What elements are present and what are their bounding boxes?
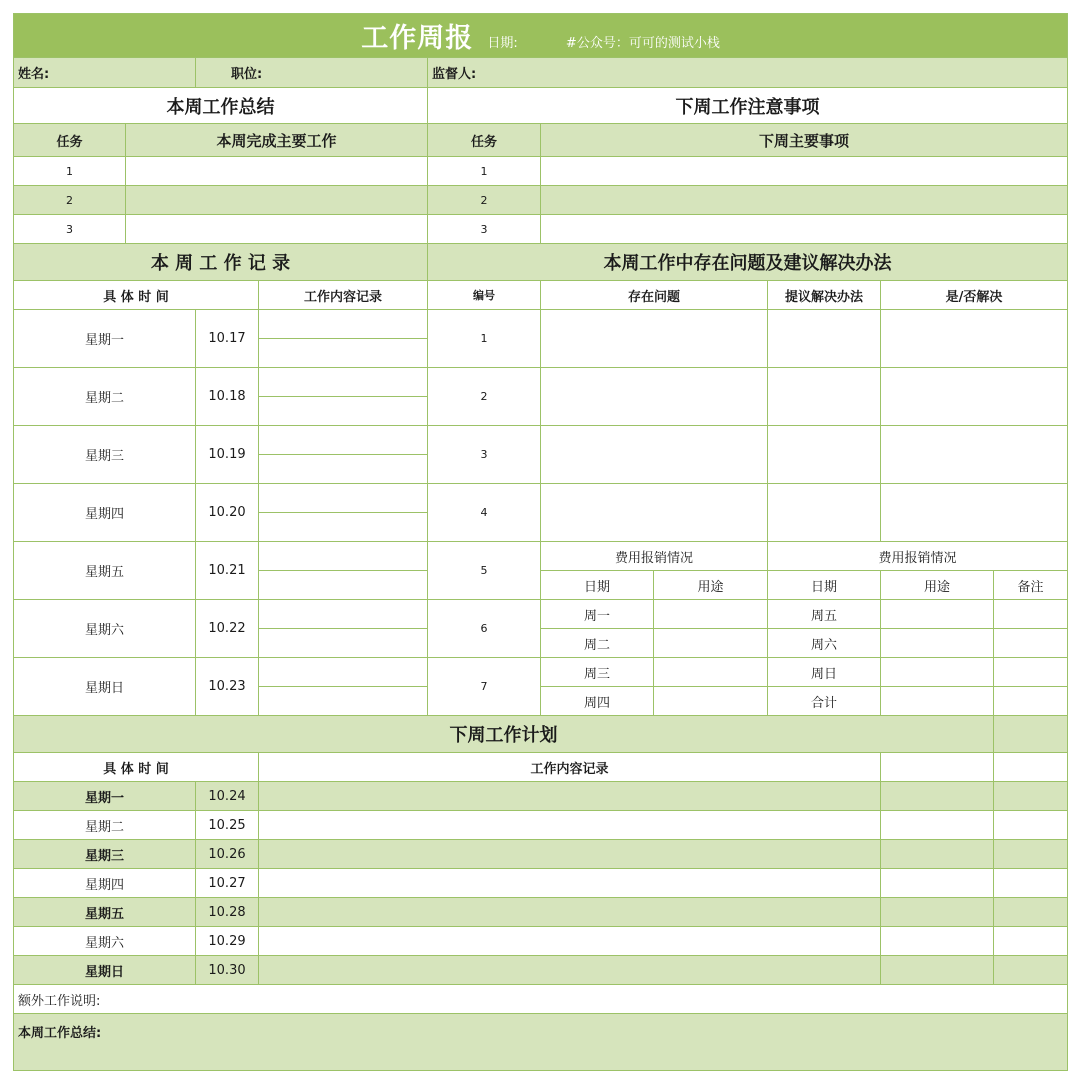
next-task-no: 3 (428, 215, 541, 244)
record-content-cell[interactable] (259, 542, 428, 571)
public-account-text: #公众号：可可的测试小栈 (565, 36, 720, 51)
issue-resolved-cell[interactable] (881, 484, 1068, 542)
plan-date: 10.29 (196, 927, 259, 956)
plan-day: 星期一 (14, 782, 196, 811)
plan-day: 星期六 (14, 927, 196, 956)
issue-problem-header: 存在问题 (541, 281, 768, 310)
summary-work-cell[interactable] (126, 215, 428, 244)
summary-heading: 本周工作总结 (14, 88, 428, 124)
record-date: 10.19 (196, 426, 259, 484)
plan-date: 10.30 (196, 956, 259, 985)
expense-purpose-cell[interactable] (654, 658, 768, 687)
plan-time-header: 具 体 时 间 (14, 753, 259, 782)
plan-extra-cell[interactable] (881, 840, 994, 869)
plan-content-cell[interactable] (259, 869, 881, 898)
record-content-cell[interactable] (259, 571, 428, 600)
expense-heading-left: 费用报销情况 (541, 542, 768, 571)
plan-day: 星期五 (14, 898, 196, 927)
summary-work-cell[interactable] (126, 157, 428, 186)
issue-problem-cell[interactable] (541, 484, 768, 542)
summary-task-no: 1 (14, 157, 126, 186)
plan-content-cell[interactable] (259, 840, 881, 869)
plan-day: 星期三 (14, 840, 196, 869)
record-day: 星期三 (14, 426, 196, 484)
plan-extra-cell[interactable] (994, 869, 1068, 898)
issue-solution-cell[interactable] (768, 484, 881, 542)
issue-no: 6 (428, 600, 541, 658)
expense-purpose-cell[interactable] (654, 600, 768, 629)
extra-work-label: 额外工作说明: (14, 985, 1068, 1014)
issue-resolved-header: 是/否解决 (881, 281, 1068, 310)
plan-day: 星期四 (14, 869, 196, 898)
record-content-cell[interactable] (259, 426, 428, 455)
position-label: 职位: (196, 58, 428, 88)
expense-date-header: 日期 (541, 571, 654, 600)
next-task-no: 2 (428, 186, 541, 215)
expense-purpose-cell[interactable] (881, 600, 994, 629)
plan-extra-cell[interactable] (881, 811, 994, 840)
issue-no: 7 (428, 658, 541, 716)
expense-purpose-header: 用途 (881, 571, 994, 600)
week-summary-label: 本周工作总结: (14, 1014, 1068, 1071)
next-main-items-header: 下周主要事项 (541, 124, 1068, 157)
expense-day: 周一 (541, 600, 654, 629)
plan-extra-cell[interactable] (881, 927, 994, 956)
issue-solution-header: 提议解决办法 (768, 281, 881, 310)
record-content-cell[interactable] (259, 484, 428, 513)
expense-day: 周六 (768, 629, 881, 658)
plan-extra-cell[interactable] (994, 898, 1068, 927)
plan-day: 星期二 (14, 811, 196, 840)
issues-heading: 本周工作中存在问题及建议解决办法 (428, 244, 1068, 281)
record-content-header: 工作内容记录 (259, 281, 428, 310)
record-day: 星期五 (14, 542, 196, 600)
plan-extra-cell[interactable] (994, 811, 1068, 840)
report-table (13, 13, 1068, 1071)
plan-heading: 下周工作计划 (14, 716, 994, 753)
record-content-cell[interactable] (259, 368, 428, 397)
next-notes-heading: 下周工作注意事项 (428, 88, 1068, 124)
summary-task-no: 2 (14, 186, 126, 215)
expense-note-cell[interactable] (994, 600, 1068, 629)
issue-no: 5 (428, 542, 541, 600)
issue-no: 4 (428, 484, 541, 542)
expense-purpose-cell[interactable] (881, 687, 994, 716)
record-date: 10.22 (196, 600, 259, 658)
record-day: 星期六 (14, 600, 196, 658)
name-label: 姓名: (14, 58, 196, 88)
summary-work-cell[interactable] (126, 186, 428, 215)
weekly-report-sheet (13, 13, 1068, 1071)
record-content-cell[interactable] (259, 658, 428, 687)
expense-purpose-cell[interactable] (654, 687, 768, 716)
record-heading: 本 周 工 作 记 录 (14, 244, 428, 281)
record-date: 10.23 (196, 658, 259, 716)
plan-content-cell[interactable] (259, 782, 881, 811)
summary-task-no: 3 (14, 215, 126, 244)
plan-extra-cell[interactable] (994, 927, 1068, 956)
plan-extra-cell[interactable] (994, 840, 1068, 869)
record-content-cell[interactable] (259, 455, 428, 484)
issue-problem-cell[interactable] (541, 368, 768, 426)
expense-note-cell[interactable] (994, 687, 1068, 716)
expense-purpose-header: 用途 (654, 571, 768, 600)
expense-day: 周日 (768, 658, 881, 687)
expense-purpose-cell[interactable] (654, 629, 768, 658)
plan-date: 10.28 (196, 898, 259, 927)
record-content-cell[interactable] (259, 339, 428, 368)
next-task-header: 任务 (428, 124, 541, 157)
plan-content-cell[interactable] (259, 811, 881, 840)
plan-date: 10.24 (196, 782, 259, 811)
date-label: 日期: (487, 36, 518, 51)
plan-date: 10.27 (196, 869, 259, 898)
plan-content-cell[interactable] (259, 927, 881, 956)
issue-resolved-cell[interactable] (881, 368, 1068, 426)
record-content-cell[interactable] (259, 600, 428, 629)
plan-content-cell[interactable] (259, 898, 881, 927)
next-item-cell[interactable] (541, 186, 1068, 215)
plan-extra-cell[interactable] (881, 753, 994, 782)
summary-task-header: 任务 (14, 124, 126, 157)
issue-solution-cell[interactable] (768, 310, 881, 368)
issue-problem-cell[interactable] (541, 310, 768, 368)
record-content-cell[interactable] (259, 397, 428, 426)
expense-day: 周二 (541, 629, 654, 658)
plan-date: 10.25 (196, 811, 259, 840)
record-date: 10.21 (196, 542, 259, 600)
plan-extra-cell[interactable] (881, 956, 994, 985)
record-content-cell[interactable] (259, 513, 428, 542)
issue-resolved-cell[interactable] (881, 310, 1068, 368)
record-time-header: 具 体 时 间 (14, 281, 259, 310)
plan-date: 10.26 (196, 840, 259, 869)
record-date: 10.20 (196, 484, 259, 542)
expense-purpose-cell[interactable] (881, 629, 994, 658)
issue-no-header: 编号 (428, 281, 541, 310)
expense-day: 周三 (541, 658, 654, 687)
plan-day: 星期日 (14, 956, 196, 985)
plan-extra-cell[interactable] (881, 782, 994, 811)
next-item-cell[interactable] (541, 215, 1068, 244)
issue-problem-cell[interactable] (541, 426, 768, 484)
issue-no: 2 (428, 368, 541, 426)
plan-extra-cell[interactable] (994, 956, 1068, 985)
expense-purpose-cell[interactable] (881, 658, 994, 687)
plan-extra-cell[interactable] (881, 898, 994, 927)
expense-day: 周五 (768, 600, 881, 629)
issue-solution-cell[interactable] (768, 368, 881, 426)
plan-extra-cell[interactable] (994, 716, 1068, 753)
issue-no: 3 (428, 426, 541, 484)
report-title: 工作周报 (361, 23, 474, 54)
expense-heading-right: 费用报销情况 (768, 542, 1068, 571)
expense-day: 合计 (768, 687, 881, 716)
issue-no: 1 (428, 310, 541, 368)
record-day: 星期日 (14, 658, 196, 716)
issue-resolved-cell[interactable] (881, 426, 1068, 484)
summary-main-work-header: 本周完成主要工作 (126, 124, 428, 157)
record-day: 星期一 (14, 310, 196, 368)
record-day: 星期四 (14, 484, 196, 542)
plan-content-cell[interactable] (259, 956, 881, 985)
record-content-cell[interactable] (259, 310, 428, 339)
issue-solution-cell[interactable] (768, 426, 881, 484)
expense-note-cell[interactable] (994, 629, 1068, 658)
plan-extra-cell[interactable] (994, 753, 1068, 782)
record-content-cell[interactable] (259, 629, 428, 658)
supervisor-label: 监督人: (428, 58, 1068, 88)
expense-day: 周四 (541, 687, 654, 716)
record-day: 星期二 (14, 368, 196, 426)
record-date: 10.17 (196, 310, 259, 368)
record-content-cell[interactable] (259, 687, 428, 716)
plan-extra-cell[interactable] (994, 782, 1068, 811)
plan-content-header: 工作内容记录 (259, 753, 881, 782)
record-date: 10.18 (196, 368, 259, 426)
next-task-no: 1 (428, 157, 541, 186)
title-bar (14, 14, 1068, 58)
next-item-cell[interactable] (541, 157, 1068, 186)
plan-extra-cell[interactable] (881, 869, 994, 898)
expense-note-header: 备注 (994, 571, 1068, 600)
expense-date-header: 日期 (768, 571, 881, 600)
expense-note-cell[interactable] (994, 658, 1068, 687)
